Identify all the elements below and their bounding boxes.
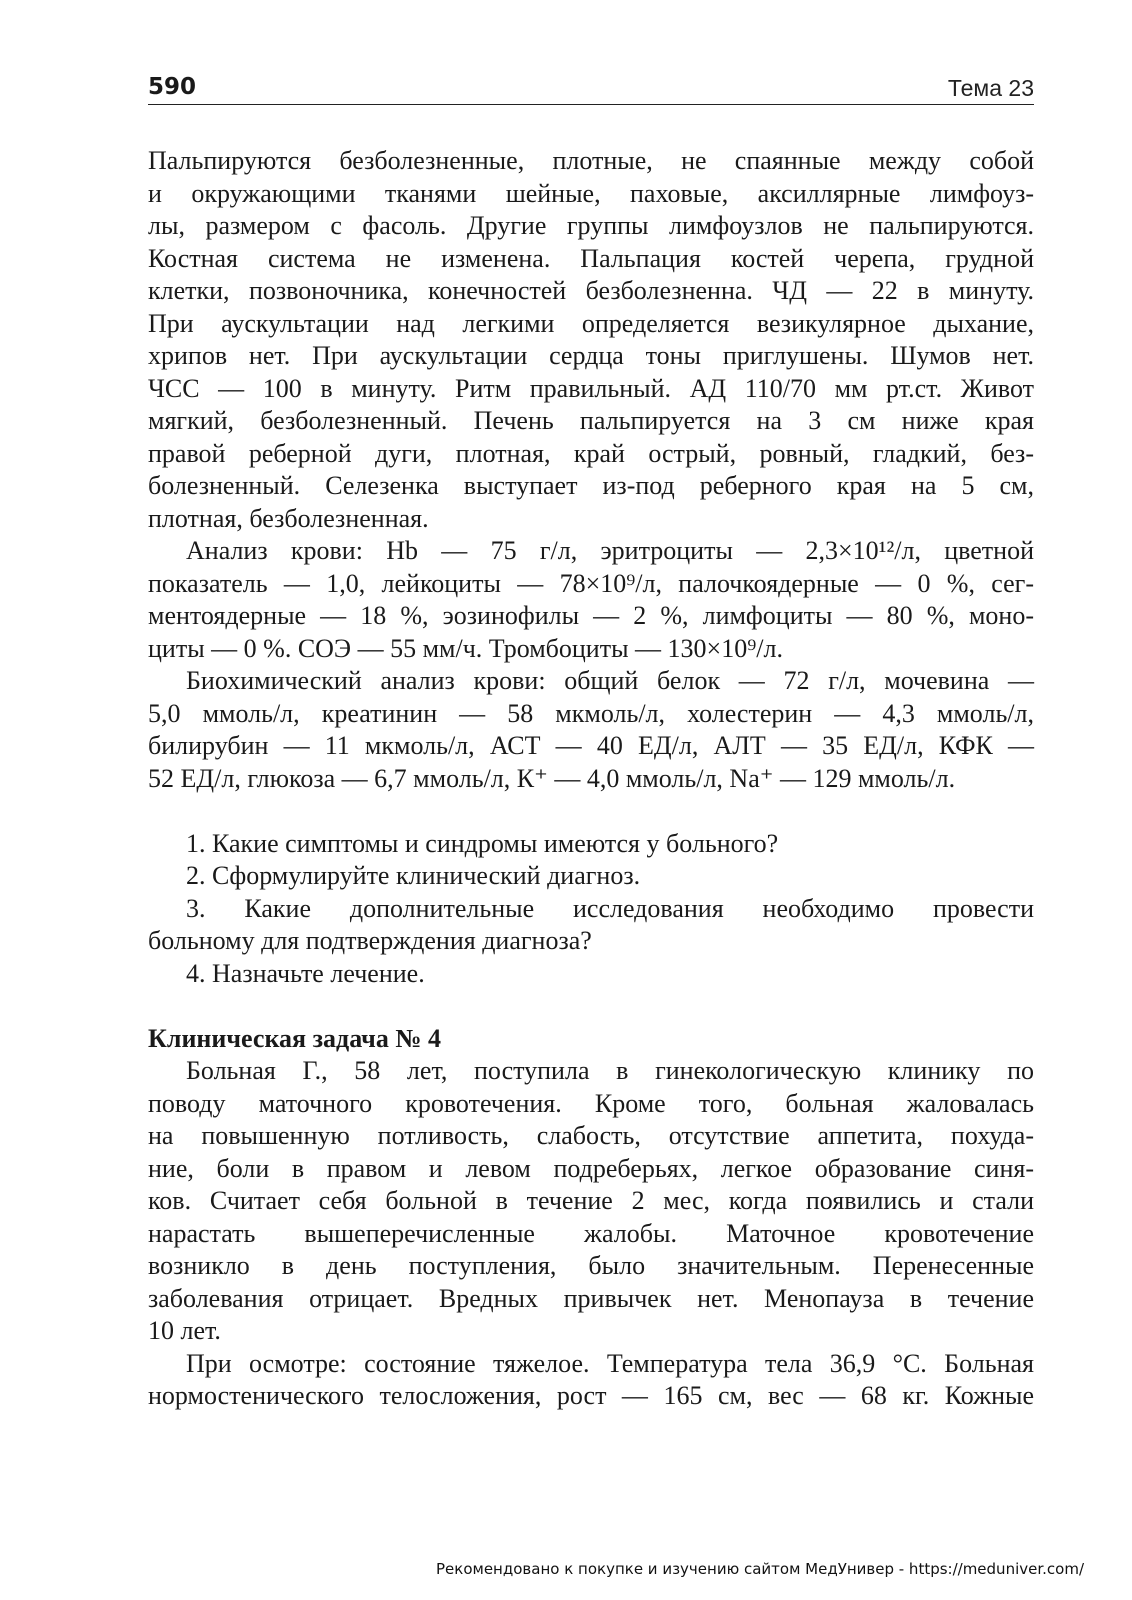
- text-line: ние, боли в правом и левом подреберьях, легкое образование синя-: [148, 1153, 1034, 1183]
- text-line: 1. Какие симптомы и синдромы имеются у больного?: [186, 828, 779, 858]
- text-line: на повышенную потливость, слабость, отсутствие аппетита, похуда-: [148, 1121, 1034, 1150]
- section-heading: Клиническая задача № 4: [148, 1023, 441, 1053]
- page-body: [148, 145, 1034, 1413]
- text-line: Биохимический анализ крови: общий белок — 72 г/л, мочевина —: [186, 666, 1034, 695]
- running-title: Тема 23: [947, 75, 1034, 101]
- text-line: 3. Какие дополнительные исследования необходимо провести: [186, 893, 1034, 923]
- text-line: Больная Г., 58 лет, поступила в гинекологическую клинику по: [186, 1056, 1034, 1085]
- footer-note: Рекомендовано к покупке и изучению сайтом МедУнивер - https://meduniver.com/: [436, 1560, 1084, 1578]
- text-line: ментоядерные — 18 %, эозинофилы — 2 %, лимфоциты — 80 %, моно-: [148, 601, 1034, 630]
- text-line: ков. Считает себя больной в течение 2 мес, когда появились и стали: [148, 1186, 1034, 1215]
- text-line: нормостенического телосложения, рост — 165 см, вес — 68 кг. Кожные: [148, 1381, 1034, 1410]
- text-line: хрипов нет. При аускультации сердца тоны приглушены. Шумов нет.: [148, 341, 1034, 370]
- text-line: правой реберной дуги, плотная, край острый, ровный, гладкий, без-: [148, 438, 1034, 468]
- text-line: 10 лет.: [148, 1316, 221, 1345]
- text-line: больному для подтверждения диагноза?: [148, 926, 592, 955]
- text-line: болезненный. Селезенка выступает из-под реберного края на 5 см,: [148, 471, 1034, 500]
- blank-line: [148, 795, 1034, 828]
- text-line: Костная система не изменена. Пальпация костей черепа, грудной: [148, 243, 1034, 273]
- text-line: При осмотре: состояние тяжелое. Температура тела 36,9 °С. Больная: [186, 1348, 1034, 1378]
- text-line: 4. Назначьте лечение.: [186, 958, 425, 988]
- text-line: возникло в день поступления, было значительным. Перенесенные: [148, 1251, 1034, 1280]
- text-line: показатель — 1,0, лейкоциты — 78×10⁹/л, палочкоядерные — 0 %, сег-: [148, 568, 1034, 598]
- text-line: циты — 0 %. СОЭ — 55 мм/ч. Тромбоциты — 130×10⁹/л.: [148, 633, 783, 663]
- text-line: Пальпируются безболезненные, плотные, не спаянные между собой: [148, 146, 1034, 175]
- text-line: лы, размером с фасоль. Другие группы лимфоузлов не пальпируются.: [148, 211, 1034, 240]
- running-header: [148, 74, 1034, 105]
- text-line: ЧСС — 100 в минуту. Ритм правильный. АД 110/70 мм рт.ст. Живот: [148, 373, 1034, 403]
- text-line: При аускультации над легкими определяется везикулярное дыхание,: [148, 308, 1034, 338]
- text-line: плотная, безболезненная.: [148, 503, 429, 533]
- text-line: мягкий, безболезненный. Печень пальпируется на 3 см ниже края: [148, 406, 1034, 435]
- text-line: Анализ крови: Hb — 75 г/л, эритроциты — 2,3×10¹²/л, цветной: [186, 536, 1034, 565]
- text-line: поводу маточного кровотечения. Кроме того, больная жаловалась: [148, 1088, 1034, 1118]
- text-line: билирубин — 11 мкмоль/л, АСТ — 40 ЕД/л, АЛТ — 35 ЕД/л, КФК —: [148, 731, 1034, 760]
- text-line: нарастать вышеперечисленные жалобы. Маточное кровотечение: [148, 1218, 1034, 1248]
- page-number: 590: [148, 74, 197, 100]
- text-line: клетки, позвоночника, конечностей безболезненна. ЧД — 22 в минуту.: [148, 276, 1034, 305]
- text-line: 52 ЕД/л, глюкоза — 6,7 ммоль/л, К⁺ — 4,0 ммоль/л, Na⁺ — 129 ммоль/л.: [148, 763, 956, 793]
- text-line: 2. Сформулируйте клинический диагноз.: [186, 861, 641, 890]
- blank-line: [148, 990, 1034, 1023]
- text-line: заболевания отрицает. Вредных привычек нет. Менопауза в течение: [148, 1283, 1034, 1313]
- text-line: 5,0 ммоль/л, креатинин — 58 мкмоль/л, холестерин — 4,3 ммоль/л,: [148, 698, 1034, 728]
- text-line: и окружающими тканями шейные, паховые, аксиллярные лимфоуз-: [148, 178, 1034, 208]
